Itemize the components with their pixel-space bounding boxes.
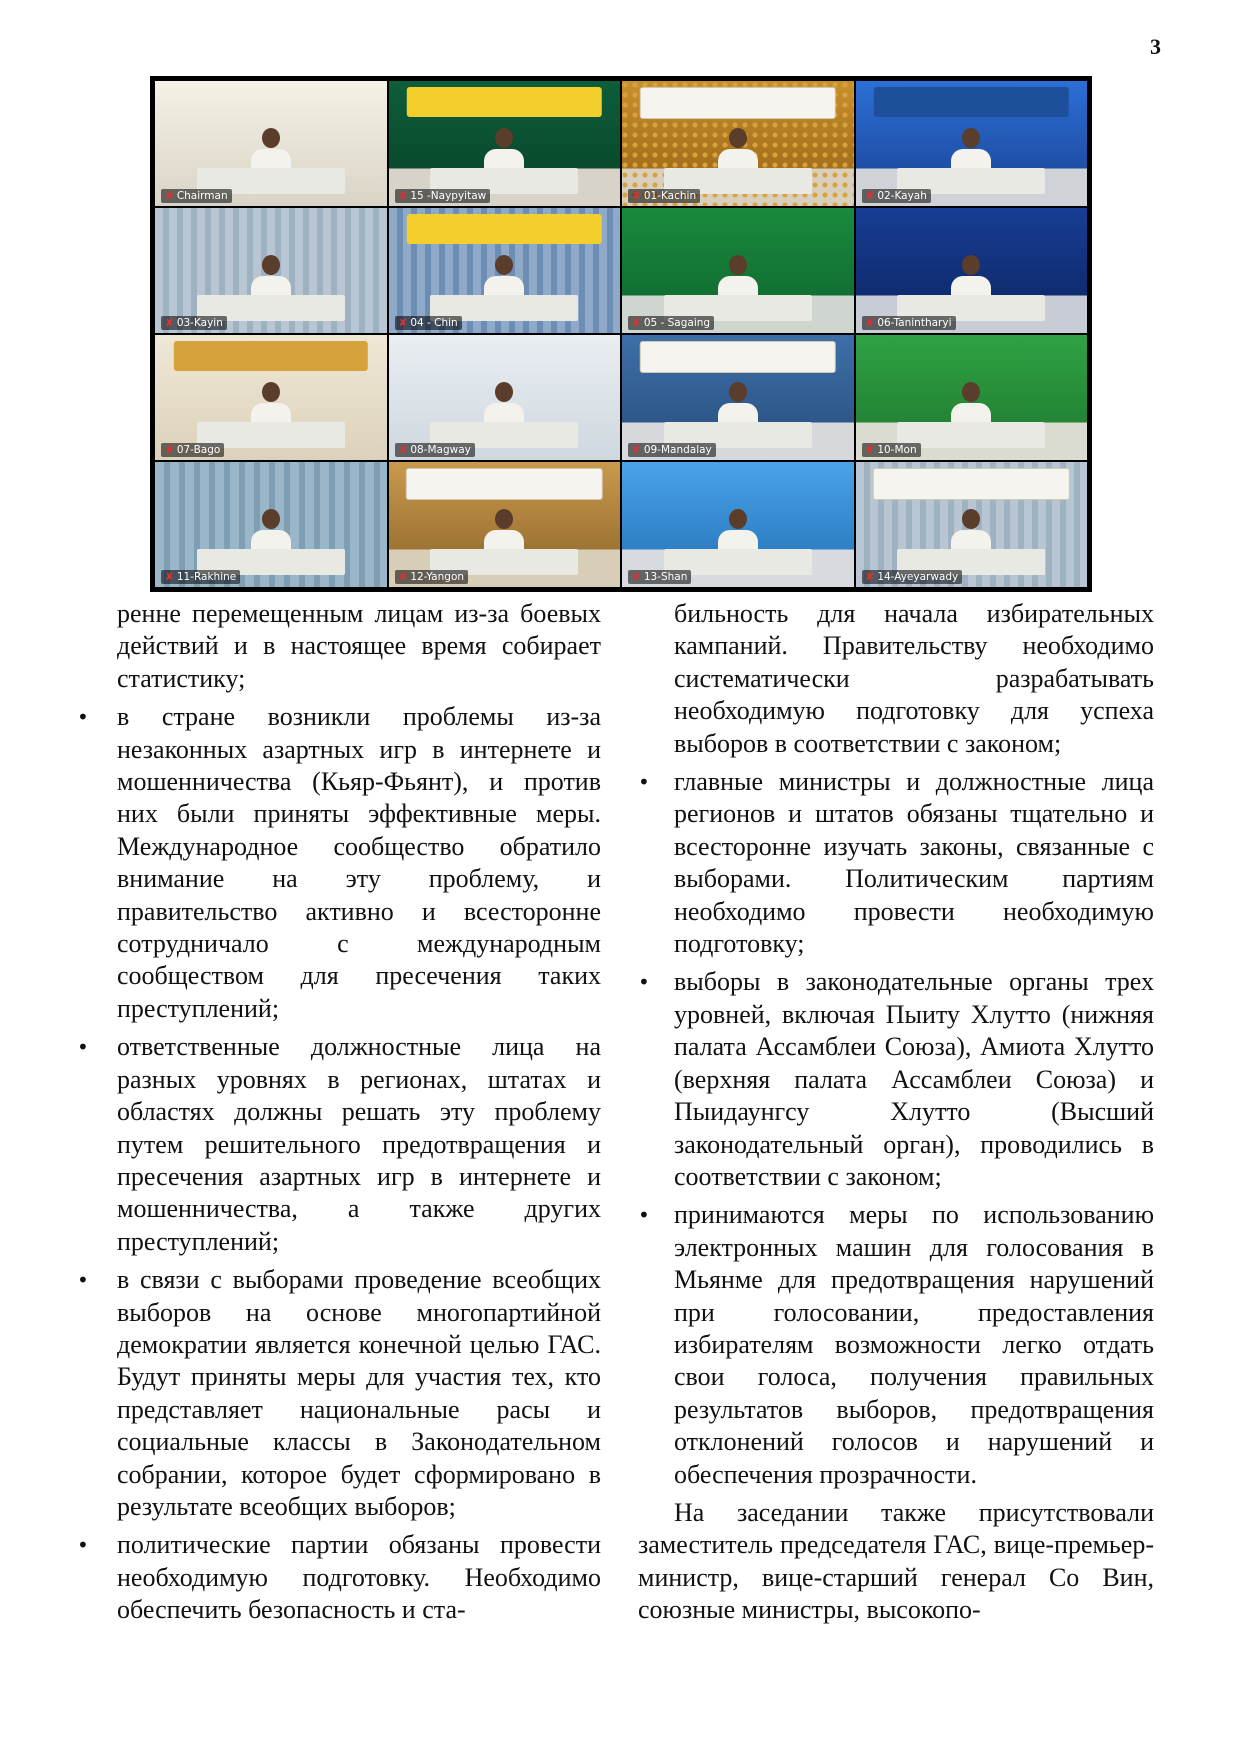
tile-label-text: 14-Ayeyarwady — [877, 571, 959, 583]
tile-label-text: 04 - Chin — [410, 317, 458, 329]
tile-label-text: 05 - Sagaing — [643, 317, 711, 329]
office-banner — [640, 341, 836, 373]
conference-tile — [389, 335, 621, 460]
tile-label — [395, 443, 475, 457]
office-banner — [641, 214, 835, 244]
mic-muted-icon: ✘ — [865, 444, 875, 456]
mic-muted-icon: ✘ — [165, 317, 174, 329]
tile-label-text: 08-Magway — [410, 444, 471, 456]
mic-muted-icon: ✘ — [398, 444, 408, 456]
conference-tile — [155, 81, 387, 206]
office-banner — [174, 341, 368, 371]
tile-label — [161, 316, 227, 330]
office-banner — [407, 87, 601, 117]
tile-label — [161, 189, 232, 203]
conference-tile — [389, 462, 621, 587]
office-banner — [873, 468, 1069, 500]
tile-label — [862, 570, 963, 584]
left-continuation-text: ренне перемещенным лицам из-за боевых действий и в настоящее время собирает статистику; — [117, 599, 601, 693]
tile-label — [862, 189, 931, 203]
mic-muted-icon: ✘ — [398, 190, 408, 202]
tile-label — [628, 316, 714, 330]
mic-muted-icon: ✘ — [165, 190, 174, 202]
office-banner — [406, 468, 602, 500]
tile-label-text: 02-Kayah — [877, 190, 927, 202]
office-banner — [407, 341, 601, 371]
tile-label-text: 01-Kachin — [643, 190, 697, 202]
tile-label — [161, 570, 240, 584]
conference-tile — [622, 335, 854, 460]
left-column — [117, 598, 601, 1627]
tile-label — [628, 443, 716, 457]
video-conference-photo — [150, 76, 1092, 592]
list-item: • выборы в законодательные органы трех уровней, включая Пыиту Хлутто (нижняя палата Ассамблеи Союза), Амиота Хлутто (верхняя палата Ассамблеи Союза) и Пыидаунгсу Хлутто (Высший законодательный орган), проводились в соответствии с законом; — [638, 966, 1154, 1193]
conference-tile — [155, 462, 387, 587]
office-banner — [174, 214, 368, 244]
right-bullet-list — [638, 766, 1154, 1491]
tile-label — [395, 570, 469, 584]
mic-muted-icon: ✘ — [865, 317, 875, 329]
conference-tile — [856, 335, 1088, 460]
list-item: • принимаются меры по использованию электронных машин для голосования в Мьянме для предотвращения нарушений при голосовании, предоставления избирателям возможности легко отдать свои голоса, получения правильных результатов выборов, предотвращения отклонений голосов и нарушений и обеспечения прозрачности. — [638, 1199, 1154, 1491]
tile-label-text: 13-Shan — [643, 571, 688, 583]
conference-tile — [155, 335, 387, 460]
mic-muted-icon: ✘ — [632, 317, 641, 329]
tile-label — [395, 189, 491, 203]
right-continuation-text: бильность для начала избирательных кампаний. Правительству необходимо систематически разрабатывать необходимую подготовку для успеха выборов в соответствии с законом; — [674, 599, 1154, 758]
tile-label-text: Chairman — [176, 190, 228, 202]
tile-label-text: 10-Mon — [877, 444, 917, 456]
office-banner — [874, 87, 1068, 117]
conference-tile — [856, 81, 1088, 206]
office-banner — [407, 214, 601, 244]
office-banner — [174, 87, 368, 117]
conference-tile — [856, 462, 1088, 587]
list-item: • главные министры и должностные лица регионов и штатов обязаны тщательно и всесторонне изучать законы, связанные с выборами. Политическим партиям необходимо провести необходимую подготовку; — [638, 766, 1154, 960]
tile-label — [395, 316, 462, 330]
tile-label-text: 12-Yangon — [410, 571, 465, 583]
tile-label-text: 06-Tanintharyi — [877, 317, 952, 329]
right-column — [638, 598, 1154, 1627]
mic-muted-icon: ✘ — [632, 571, 641, 583]
tile-label-text: 09-Mandalay — [643, 444, 712, 456]
tile-label — [628, 570, 691, 584]
office-banner — [874, 214, 1068, 244]
tile-label — [628, 189, 700, 203]
tile-label — [161, 443, 224, 457]
mic-muted-icon: ✘ — [865, 571, 875, 583]
office-banner — [174, 468, 368, 498]
mic-muted-icon: ✘ — [632, 444, 641, 456]
tile-label — [862, 443, 921, 457]
office-banner — [641, 468, 835, 498]
tile-label — [862, 316, 956, 330]
tile-label-text: 11-Rakhine — [176, 571, 237, 583]
page-number: 3 — [1150, 34, 1161, 59]
mic-muted-icon: ✘ — [632, 190, 641, 202]
mic-muted-icon: ✘ — [398, 571, 408, 583]
conference-tile — [622, 81, 854, 206]
conference-tile — [155, 208, 387, 333]
mic-muted-icon: ✘ — [165, 444, 174, 456]
conference-tile — [389, 208, 621, 333]
conference-tile — [622, 208, 854, 333]
mic-muted-icon: ✘ — [398, 317, 408, 329]
list-item: • в стране возникли проблемы из-за незаконных азартных игр в интернете и мошенничества (Кьяр-Фьянт), и против них были приняты эффективные меры. Международное сообщество обратило внимание на эту проблему, и правительство активно и всесторонне сотрудничало с международным сообществом для пресечения таких преступлений; — [117, 701, 601, 1025]
office-banner — [874, 341, 1068, 371]
tile-label-text: 15 -Naypyitaw — [410, 190, 487, 202]
conference-tile — [622, 462, 854, 587]
conference-tile — [856, 208, 1088, 333]
tile-label-text: 07-Bago — [176, 444, 221, 456]
conference-tile — [389, 81, 621, 206]
office-banner — [640, 87, 836, 119]
closing-paragraph: На заседании также присутствовали заместитель председателя ГАС, вице-премьер-министр, вице-старший генерал Со Вин, союзные министры, высокопо- — [638, 1497, 1154, 1625]
list-item: • политические партии обязаны провести необходимую подготовку. Необходимо обеспечить безопасность и ста- — [117, 1529, 601, 1626]
left-bullet-list — [117, 701, 601, 1626]
mic-muted-icon: ✘ — [865, 190, 875, 202]
list-item: • ответственные должностные лица на разных уровнях в регионах, штатах и областях должны решать эту проблему путем решительного предотвращения и пресечения азартных игр в интернете и мошенничества, а также других преступлений; — [117, 1031, 601, 1258]
mic-muted-icon: ✘ — [165, 571, 174, 583]
list-item: • в связи с выборами проведение всеобщих выборов на основе многопартийной демократии является конечной целью ГАС. Будут приняты меры для участия тех, кто представляет национальные расы и социальные классы в Законодательном собрании, которое будет сформировано в результате всеобщих выборов; — [117, 1264, 601, 1523]
tile-label-text: 03-Kayin — [176, 317, 223, 329]
